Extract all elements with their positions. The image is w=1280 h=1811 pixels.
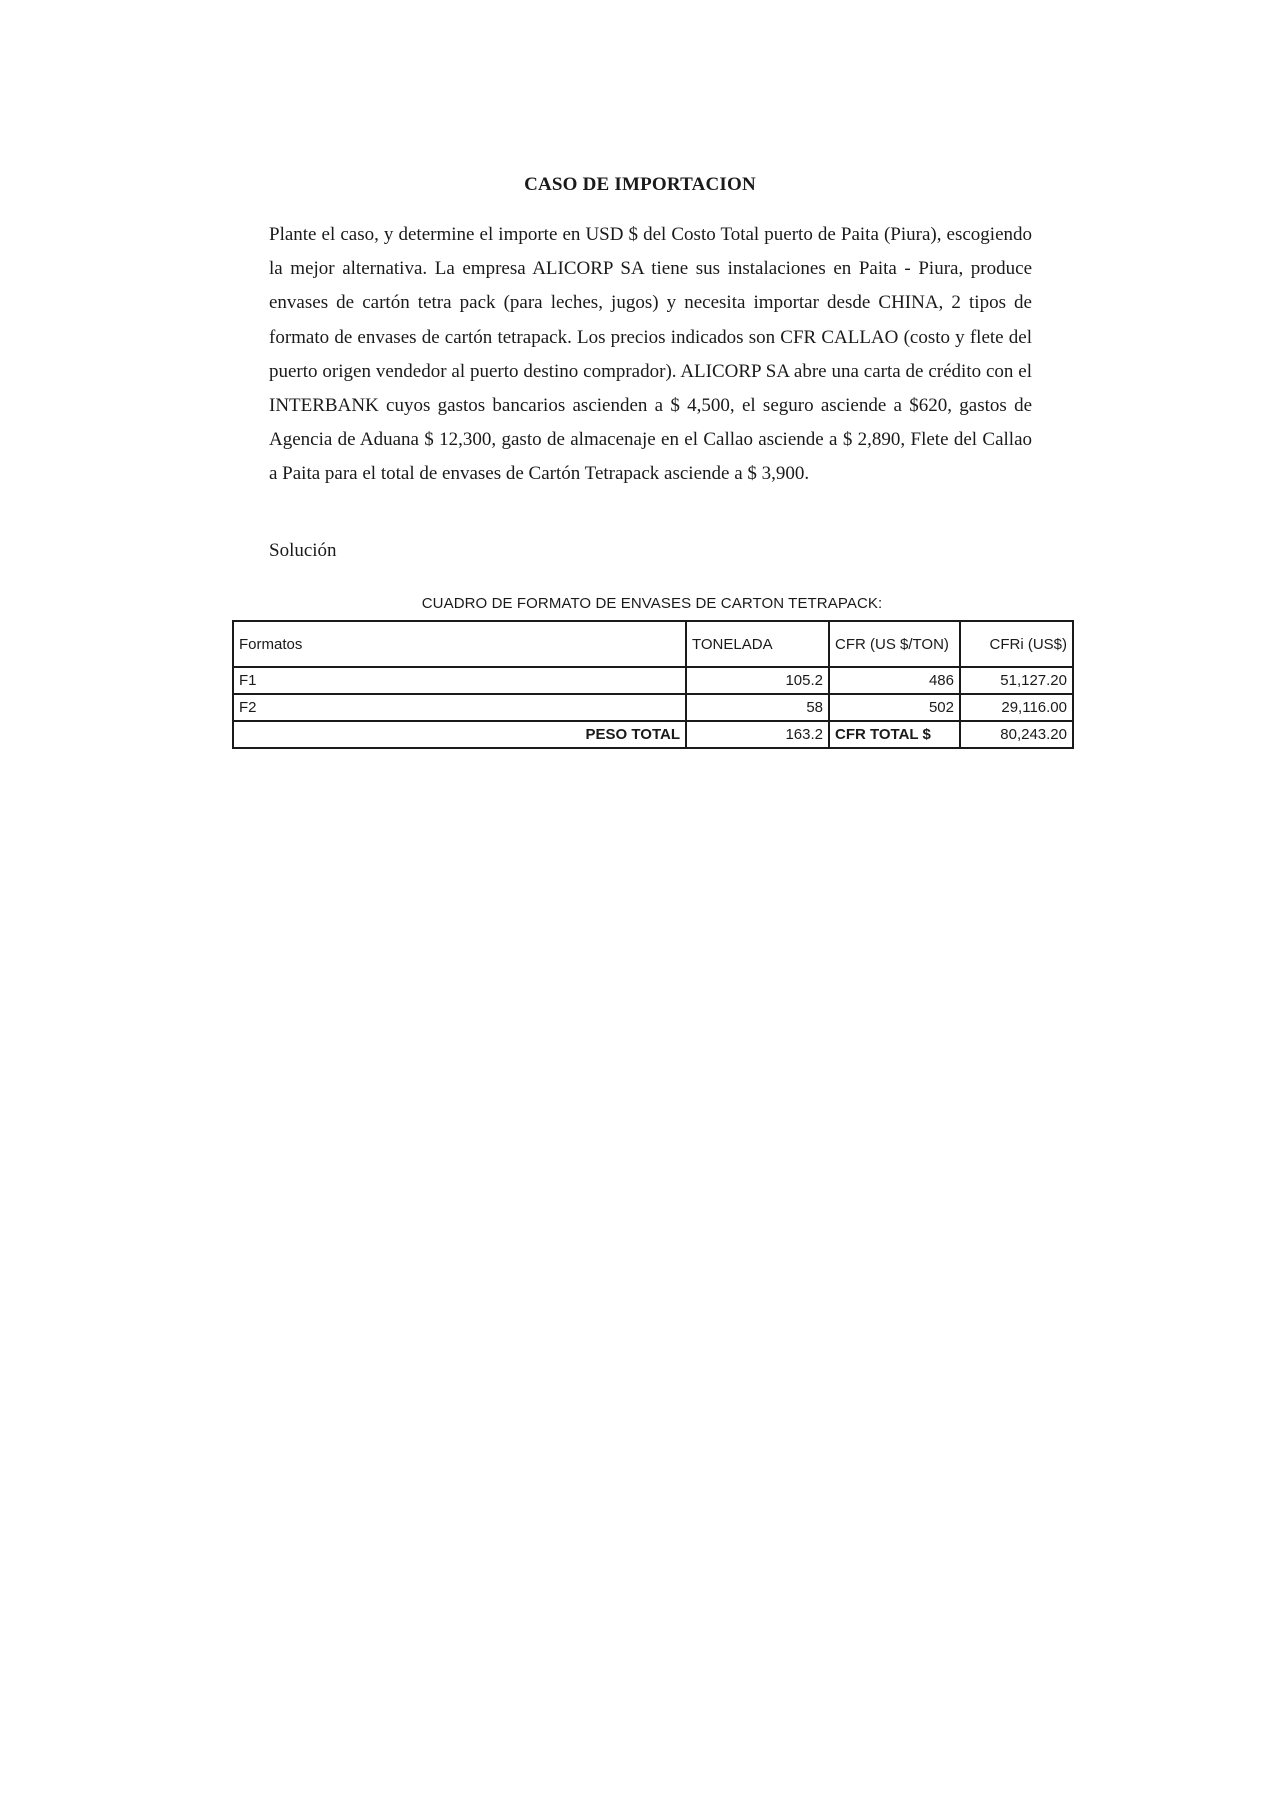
- cell-formato: F1: [233, 667, 686, 694]
- header-cfr: CFR (US $/TON): [829, 621, 960, 667]
- peso-total-value: 163.2: [686, 721, 829, 748]
- table-row: [233, 694, 1073, 721]
- table-row: [233, 667, 1073, 694]
- page-title: CASO DE IMPORTACION: [524, 174, 756, 195]
- table-header-row: [233, 621, 1073, 667]
- cell-cfr: 502: [829, 694, 960, 721]
- header-cfri: CFRi (US$): [960, 621, 1073, 667]
- cell-formato: F2: [233, 694, 686, 721]
- cell-tonelada: 58: [686, 694, 829, 721]
- cfr-total-value: 80,243.20: [960, 721, 1073, 748]
- header-formatos: Formatos: [233, 621, 686, 667]
- cfr-total-label: CFR TOTAL $: [829, 721, 960, 748]
- cell-tonelada: 105.2: [686, 667, 829, 694]
- case-description: Plante el caso, y determine el importe en USD $ del Costo Total puerto de Paita (Piura), escogiendo la mejor alternativa. La empresa ALICORP SA tiene sus instalaciones en Paita - Piura, produce envases de cartón tetra pack (para leches, jugos) y necesita importar desde CHINA, 2 tipos de formato de envases de cartón tetrapack. Los precios indicados son CFR CALLAO (costo y flete del puerto origen vendedor al puerto destino comprador). ALICORP SA abre una carta de crédito con el INTERBANK cuyos gastos bancarios ascienden a $ 4,500, el seguro asciende a $620, gastos de Agencia de Aduana $ 12,300, gasto de almacenaje en el Callao asciende a $ 2,890, Flete del Callao a Paita para el total de envases de Cartón Tetrapack asciende a $ 3,900.: [269, 224, 1032, 485]
- cell-cfr: 486: [829, 667, 960, 694]
- header-tonelada: TONELADA: [686, 621, 829, 667]
- peso-total-label: PESO TOTAL: [233, 721, 686, 748]
- table-caption: CUADRO DE FORMATO DE ENVASES DE CARTON TETRAPACK:: [421, 595, 883, 612]
- solution-label: Solución: [269, 540, 337, 561]
- cell-cfri: 51,127.20: [960, 667, 1073, 694]
- formats-table: [232, 620, 1074, 749]
- table-totals-row: [233, 721, 1073, 748]
- cell-cfri: 29,116.00: [960, 694, 1073, 721]
